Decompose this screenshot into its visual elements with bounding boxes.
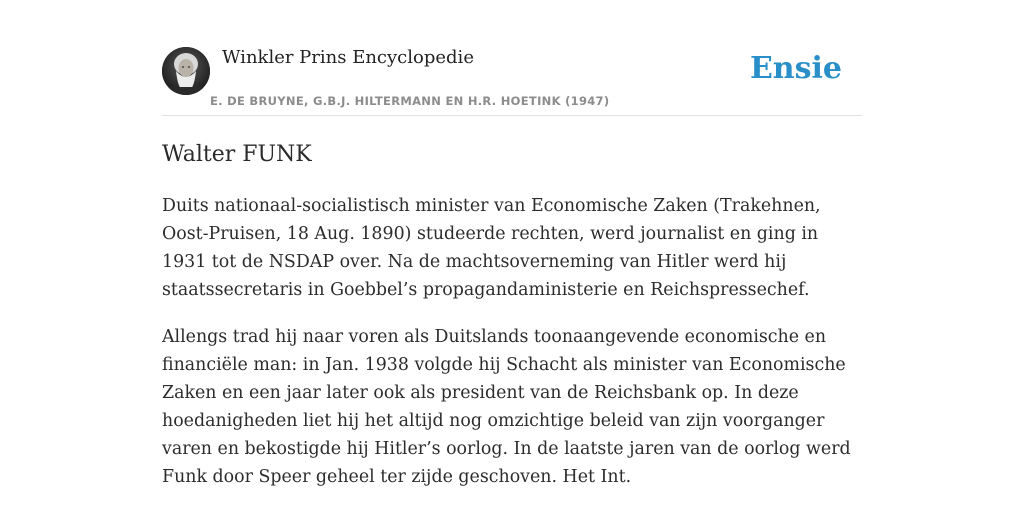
book-authors: E. DE BRUYNE, G.B.J. HILTERMANN EN H.R. HOETINK (1947)	[210, 94, 610, 108]
entry-body	[162, 192, 862, 510]
brand-logo-link[interactable]: Ensie	[749, 51, 842, 86]
entry-title: Walter FUNK	[162, 142, 312, 167]
entry-paragraph: Allengs trad hij naar voren als Duitslands toonaangevende economische en financiële man: in Jan. 1938 volgde hij Schacht als minister van Economische Zaken en een jaar later ook als president van de Reichsbank op. In deze hoedanigheden liet hij het altijd nog omzichtige beleid van zijn voorganger varen en bekostigde hij Hitler’s oorlog. In de laatste jaren van de oorlog werd Funk door Speer geheel ter zijde geschoven. Het Int.	[162, 327, 851, 487]
source-header	[162, 0, 862, 116]
entry-paragraph: Duits nationaal-socialistisch minister van Economische Zaken (Trakehnen, Oost-Pruisen, 18 Aug. 1890) studeerde rechten, werd journalist en ging in 1931 tot de NSDAP over. Na de machtsoverneming van Hitler werd hij staatssecretaris in Goebbel’s propagandaministerie en Reichspressechef.	[162, 196, 821, 300]
author-avatar-icon[interactable]	[162, 47, 210, 95]
entry-card	[162, 0, 862, 512]
book-title[interactable]: Winkler Prins Encyclopedie	[222, 47, 474, 68]
